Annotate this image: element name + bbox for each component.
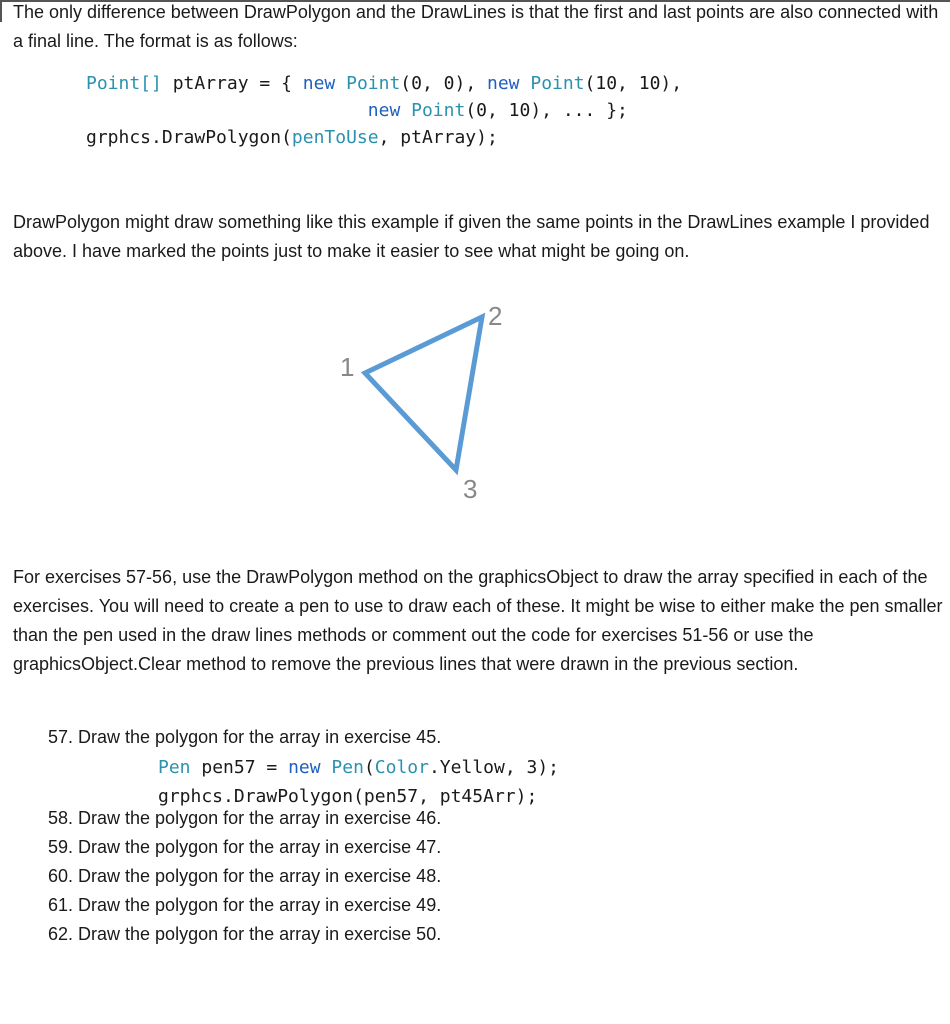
exercise-list: [48, 723, 441, 752]
code-type: Pen: [158, 757, 191, 778]
code-token: (: [363, 757, 375, 778]
exercises-intro-paragraph: For exercises 57-56, use the DrawPolygon method on the graphicsObject to draw the array specified in each of the exercises. You will need to create a pen to use to draw each of these. It might be wise to either make the pen smaller than the pen used in the draw lines methods or comment out the code for exercises 51-56 or use the graphicsObject.Clear method to remove the previous lines that were drawn in the previous section.: [13, 567, 943, 674]
code-token: [520, 73, 531, 94]
code-type: Point: [411, 100, 466, 121]
code-token: Point[]: [86, 73, 162, 94]
example-paragraph: DrawPolygon might draw something like this example if given the same points in the DrawLines example I provided above. I have marked the points just to make it easier to see what might be going on.: [13, 212, 930, 261]
code-token: [321, 757, 332, 778]
point-label-3: 3: [463, 474, 478, 504]
code-type: Pen: [331, 757, 364, 778]
exercise-list-continued: [48, 804, 441, 949]
code-type: Color: [374, 757, 429, 778]
exercise-item: 61. Draw the polygon for the array in exercise 49.: [48, 895, 442, 915]
code-identifier: penToUse: [291, 127, 379, 148]
code-type: Point: [530, 73, 585, 94]
code-block-exercise-57: [158, 753, 559, 811]
code-block-points: [86, 70, 682, 151]
code-type: Point: [346, 73, 401, 94]
point-label-1: 1: [340, 352, 355, 382]
code-keyword: new: [487, 73, 520, 94]
code-token: (0, 0),: [400, 73, 487, 94]
exercise-item: 57. Draw the polygon for the array in exercise 45.: [48, 727, 442, 747]
code-token: grphcs.DrawPolygon(pen57, pt45Arr);: [158, 786, 538, 807]
code-token: grphcs.DrawPolygon(: [86, 127, 292, 148]
code-token: (10, 10),: [584, 73, 683, 94]
code-keyword: new: [302, 73, 336, 94]
left-border: [0, 0, 2, 22]
code-token: [335, 73, 346, 94]
code-token: , ptArray);: [378, 127, 498, 148]
code-token: [400, 100, 411, 121]
code-token: ptArray = {: [161, 73, 303, 94]
intro-paragraph: The only difference between DrawPolygon and the DrawLines is that the first and last points are also connected with a final line. The format is as follows:: [13, 2, 939, 51]
exercise-item: 60. Draw the polygon for the array in exercise 48.: [48, 866, 442, 886]
point-label-2: 2: [488, 301, 503, 331]
exercise-item: 62. Draw the polygon for the array in exercise 50.: [48, 924, 442, 944]
code-token: (0, 10), ... };: [465, 100, 628, 121]
code-keyword: new: [367, 100, 401, 121]
polygon-diagram: [320, 290, 540, 510]
exercise-item: 59. Draw the polygon for the array in exercise 47.: [48, 837, 442, 857]
code-keyword: new: [288, 757, 321, 778]
exercise-item: 58. Draw the polygon for the array in exercise 46.: [48, 808, 442, 828]
code-token: pen57 =: [190, 757, 289, 778]
polygon-shape: [365, 317, 482, 470]
code-token: .Yellow, 3);: [428, 757, 560, 778]
